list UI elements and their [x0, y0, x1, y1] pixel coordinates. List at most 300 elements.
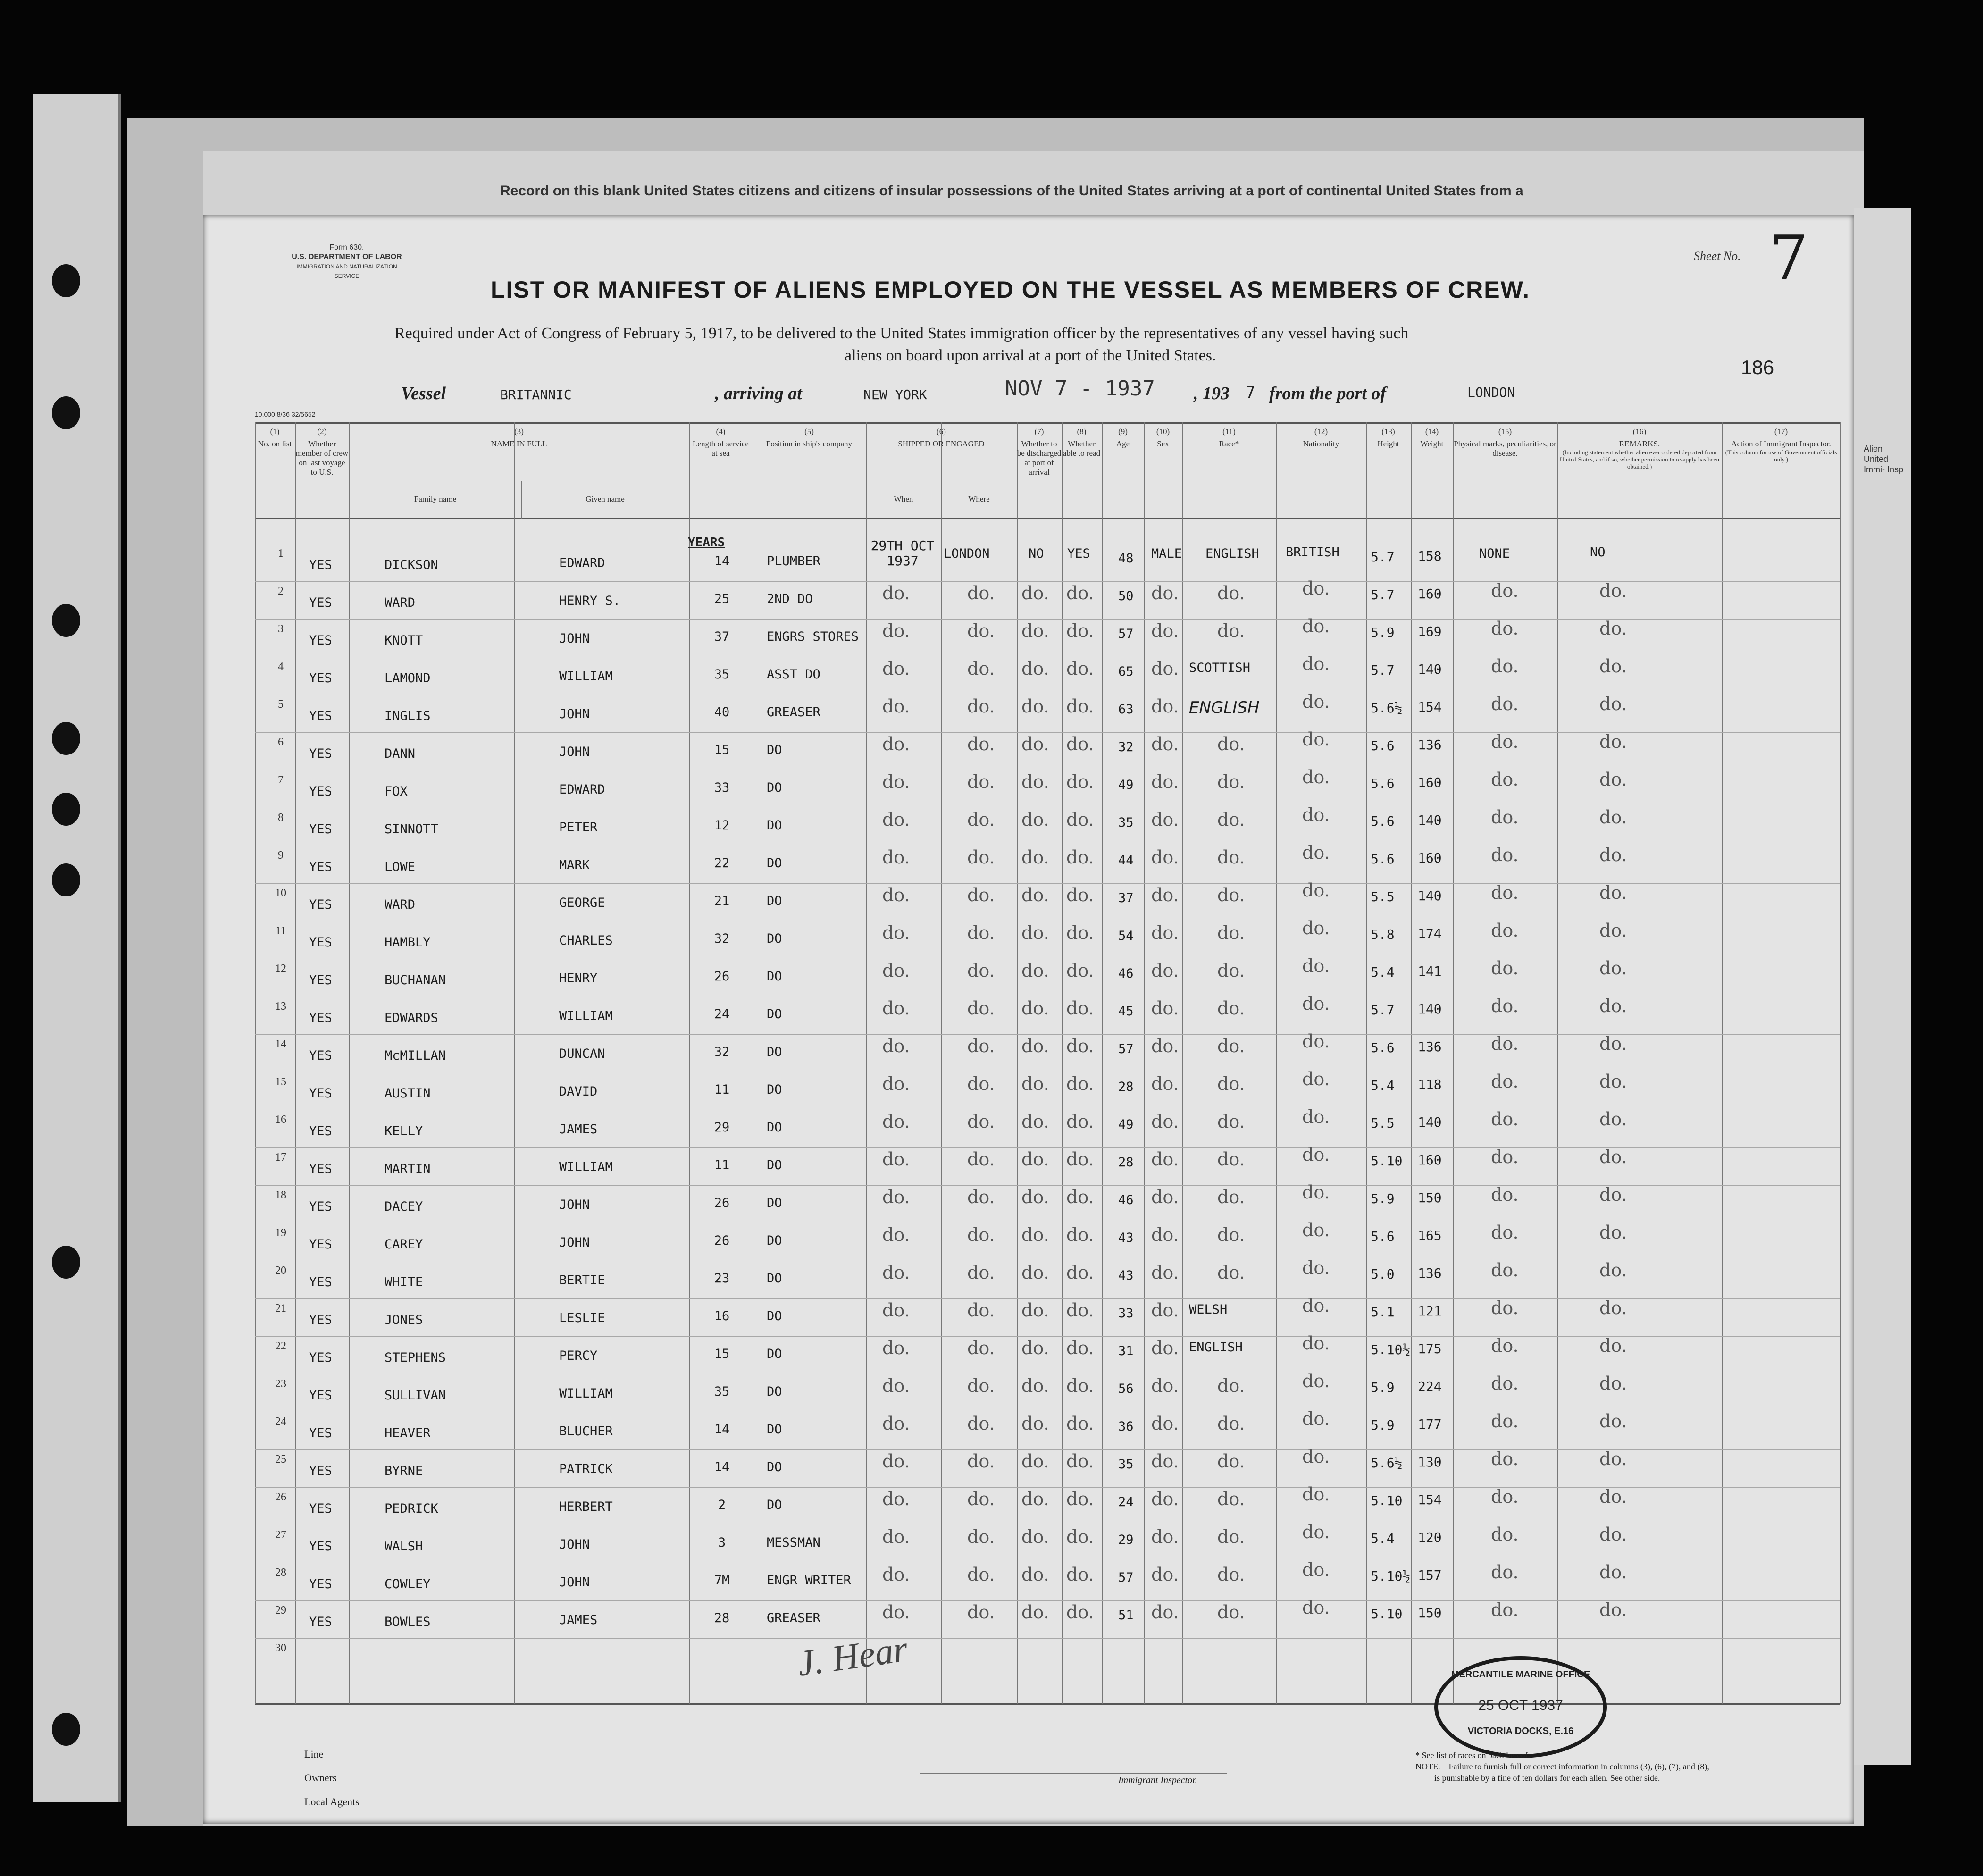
race-ditto: do. — [1217, 1073, 1245, 1094]
column-label: Height — [1377, 439, 1399, 448]
length-of-service: 3 — [718, 1535, 726, 1550]
sex-ditto: do. — [1151, 1451, 1179, 1472]
row-number: 19 — [275, 1227, 286, 1239]
age: 36 — [1118, 1419, 1134, 1434]
family-name: LOWE — [385, 860, 416, 874]
row-number: 25 — [275, 1453, 286, 1466]
nationality-ditto: do. — [1302, 653, 1330, 674]
weight: 121 — [1418, 1303, 1442, 1319]
column-header — [753, 427, 866, 449]
column-label: No. on list — [258, 439, 292, 448]
column-number: (9) — [1118, 427, 1128, 436]
crew-member-last-voyage: YES — [309, 860, 332, 874]
column-divider — [1366, 422, 1367, 1704]
row-number: 7 — [278, 774, 284, 786]
position: GREASER — [767, 1611, 820, 1625]
row-number: 8 — [278, 812, 284, 824]
column-divider — [255, 422, 256, 1704]
family-name: FOX — [385, 784, 408, 799]
page-number: 186 — [1741, 356, 1774, 378]
weight: 136 — [1418, 737, 1442, 753]
nationality-ditto: do. — [1302, 993, 1330, 1014]
year-label: , 193 — [1194, 384, 1230, 403]
column-header — [1182, 427, 1276, 449]
given-name: BLUCHER — [559, 1424, 613, 1439]
sex-ditto: do. — [1151, 960, 1179, 981]
top-record-line: Record on this blank United States citizens and citizens of insular possessions of the United States arriving at a port of continental United States from a — [500, 183, 1523, 199]
shipped-when-ditto: do. — [882, 1413, 910, 1434]
length-of-service: 25 — [714, 592, 730, 606]
shipped-where: LONDON — [944, 546, 990, 561]
marks-ditto: do. — [1491, 1411, 1519, 1432]
crew-member-last-voyage: YES — [309, 1539, 332, 1554]
race-ditto: do. — [1217, 960, 1245, 981]
age: 65 — [1118, 664, 1134, 679]
given-name: CHARLES — [559, 933, 613, 948]
family-name: JONES — [385, 1313, 423, 1327]
shipped-when-ditto: do. — [882, 1300, 910, 1321]
marks-ditto: do. — [1491, 656, 1519, 677]
marks-ditto: do. — [1491, 1600, 1519, 1620]
marks-ditto: do. — [1491, 845, 1519, 865]
given-name: JOHN — [559, 707, 590, 721]
crew-member-last-voyage: YES — [309, 1275, 332, 1290]
nationality-ditto: do. — [1302, 842, 1330, 863]
shipped-where-ditto: do. — [967, 1149, 995, 1170]
race-ditto: do. — [1217, 1036, 1245, 1056]
height: 5.9 — [1371, 625, 1395, 640]
sex-ditto: do. — [1151, 1526, 1179, 1547]
nationality-ditto: do. — [1302, 1257, 1330, 1278]
sex-ditto: do. — [1151, 734, 1179, 754]
family-name: LAMOND — [385, 671, 431, 686]
remarks-ditto: do. — [1599, 1562, 1627, 1583]
read-ditto: do. — [1066, 1073, 1094, 1094]
read-ditto: do. — [1066, 1338, 1094, 1358]
nationality-ditto: do. — [1302, 1106, 1330, 1127]
read-ditto: do. — [1066, 1111, 1094, 1132]
nationality-ditto: do. — [1302, 1446, 1330, 1467]
height: 5.10 — [1371, 1493, 1403, 1508]
column-label: Whether able to read — [1063, 439, 1101, 458]
length-of-service: 14 — [714, 554, 730, 569]
nationality-ditto: do. — [1302, 955, 1330, 976]
vessel-name: BRITANNIC — [500, 387, 572, 402]
stamp-date: 25 OCT 1937 — [1478, 1698, 1563, 1713]
length-of-service: 37 — [714, 629, 730, 644]
age: 28 — [1118, 1080, 1134, 1094]
read-ditto: do. — [1066, 1489, 1094, 1509]
vessel-label: Vessel — [401, 384, 446, 403]
discharged-ditto: do. — [1021, 771, 1049, 792]
family-name: HAMBLY — [385, 935, 431, 950]
age: 63 — [1118, 702, 1134, 717]
remarks-ditto: do. — [1599, 694, 1627, 714]
arriving-label: , arriving at — [715, 384, 802, 403]
nationality-ditto: do. — [1302, 1333, 1330, 1354]
row-number: 26 — [275, 1491, 286, 1503]
row-number: 10 — [275, 887, 286, 899]
punch-hole — [52, 722, 80, 755]
age: 46 — [1118, 1193, 1134, 1207]
read-ditto: do. — [1066, 1375, 1094, 1396]
race-ditto: do. — [1217, 809, 1245, 830]
given-name: EDWARD — [559, 782, 605, 797]
column-divider — [1557, 422, 1558, 1704]
given-name: HENRY — [559, 971, 598, 986]
shipped-where-ditto: do. — [967, 1224, 995, 1245]
row-number: 16 — [275, 1114, 286, 1126]
column-label: Nationality — [1303, 439, 1339, 448]
length-of-service: 11 — [714, 1082, 730, 1097]
age: 49 — [1118, 1117, 1134, 1132]
discharged-ditto: do. — [1021, 658, 1049, 679]
crew-member-last-voyage: YES — [309, 709, 332, 723]
sex-ditto: do. — [1151, 1111, 1179, 1132]
row-number: 14 — [275, 1038, 286, 1050]
column-number: (10) — [1156, 427, 1170, 436]
column-label: Position in ship's company — [766, 439, 853, 448]
discharged-ditto: do. — [1021, 1149, 1049, 1170]
column-note: (Including statement whether alien ever ordered deported from United States, and if so, whether permission to re-apply has been obtained.) — [1560, 449, 1719, 470]
read-ditto: do. — [1066, 1300, 1094, 1321]
sex-ditto: do. — [1151, 771, 1179, 792]
race-ditto: do. — [1217, 1489, 1245, 1509]
shipped-where-ditto: do. — [967, 696, 995, 717]
sheet-label: Sheet No. — [1694, 249, 1741, 263]
race: SCOTTISH — [1189, 661, 1251, 675]
position: PLUMBER — [767, 554, 820, 569]
length-of-service: 26 — [714, 1233, 730, 1248]
read-ditto: do. — [1066, 734, 1094, 754]
age: 56 — [1118, 1382, 1134, 1396]
age: 33 — [1118, 1306, 1134, 1321]
remarks: NO — [1590, 545, 1606, 560]
read-ditto: do. — [1066, 583, 1094, 603]
length-of-service: 16 — [714, 1309, 730, 1323]
weight: 160 — [1418, 586, 1442, 602]
given-name: JOHN — [559, 745, 590, 759]
marks-ditto: do. — [1491, 1071, 1519, 1092]
sex-ditto: do. — [1151, 583, 1179, 603]
discharged-ditto: do. — [1021, 1338, 1049, 1358]
crew-member-last-voyage: YES — [309, 1426, 332, 1440]
remarks-ditto: do. — [1599, 769, 1627, 790]
crew-member-last-voyage: YES — [309, 1237, 332, 1252]
height: 5.4 — [1371, 964, 1395, 980]
table-row — [255, 1638, 1840, 1639]
age: 49 — [1118, 778, 1134, 792]
remarks-ditto: do. — [1599, 580, 1627, 601]
shipped-when-ditto: do. — [882, 583, 910, 603]
remarks-ditto: do. — [1599, 656, 1627, 677]
sex-ditto: do. — [1151, 1187, 1179, 1207]
age: 35 — [1118, 1457, 1134, 1472]
length-of-service: 2 — [718, 1498, 726, 1512]
weight: 174 — [1418, 926, 1442, 941]
discharged-ditto: do. — [1021, 1489, 1049, 1509]
age: 46 — [1118, 966, 1134, 981]
sex-ditto: do. — [1151, 658, 1179, 679]
nationality-ditto: do. — [1302, 578, 1330, 599]
marks-ditto: do. — [1491, 1373, 1519, 1394]
nationality-ditto: do. — [1302, 729, 1330, 750]
sex-ditto: do. — [1151, 1489, 1179, 1509]
nationality-ditto: do. — [1302, 1484, 1330, 1505]
shipped-where-ditto: do. — [967, 809, 995, 830]
row-number: 11 — [275, 925, 286, 937]
height: 5.10 — [1371, 1606, 1403, 1622]
height: 5.6 — [1371, 738, 1395, 754]
given-name: JOHN — [559, 1198, 590, 1212]
crew-member-last-voyage: YES — [309, 1048, 332, 1063]
discharged-ditto: do. — [1021, 1262, 1049, 1283]
column-header — [1557, 427, 1722, 470]
discharged-ditto: do. — [1021, 1111, 1049, 1132]
remarks-ditto: do. — [1599, 1449, 1627, 1469]
footer-note-1: * See list of races on back hereof. — [1415, 1750, 1530, 1760]
read-ditto: do. — [1066, 922, 1094, 943]
shipped-where-ditto: do. — [967, 1262, 995, 1283]
sex-ditto: do. — [1151, 1413, 1179, 1434]
race-ditto: do. — [1217, 998, 1245, 1019]
race: ENGLISH — [1189, 698, 1260, 717]
position: DO — [767, 1309, 782, 1323]
read-ditto: do. — [1066, 1451, 1094, 1472]
column-divider — [689, 422, 690, 1704]
column-subheader: When — [894, 494, 913, 503]
shipped-where-ditto: do. — [967, 1338, 995, 1358]
length-of-service: 33 — [714, 780, 730, 795]
shipped-when-ditto: do. — [882, 1036, 910, 1056]
nationality-ditto: do. — [1302, 1408, 1330, 1429]
length-of-service: 35 — [714, 667, 730, 682]
shipped-when-ditto: do. — [882, 1224, 910, 1245]
family-name: INGLIS — [385, 709, 431, 723]
read-ditto: do. — [1066, 1526, 1094, 1547]
remarks-ditto: do. — [1599, 1033, 1627, 1054]
to-be-discharged: NO — [1029, 546, 1044, 561]
age: 28 — [1118, 1155, 1134, 1170]
page-title: LIST OR MANIFEST OF ALIENS EMPLOYED ON THE VESSEL AS MEMBERS OF CREW. — [491, 276, 1530, 303]
sex-ditto: do. — [1151, 1224, 1179, 1245]
height: 5.6 — [1371, 851, 1395, 867]
shipped-where-ditto: do. — [967, 922, 995, 943]
height: 5.7 — [1371, 587, 1395, 603]
column-header — [689, 427, 753, 458]
given-name: HERBERT — [559, 1499, 613, 1514]
row-number: 4 — [278, 661, 284, 673]
discharged-ditto: do. — [1021, 1187, 1049, 1207]
marks-ditto: do. — [1491, 920, 1519, 941]
column-divider — [1453, 422, 1454, 1704]
race-ditto: do. — [1217, 847, 1245, 868]
column-label: SHIPPED OR ENGAGED — [898, 439, 985, 448]
weight: 140 — [1418, 1001, 1442, 1017]
column-divider — [1276, 422, 1277, 1704]
column-divider — [1411, 422, 1412, 1704]
row-number: 2 — [278, 585, 284, 597]
side-column-fragment: Alien United Immi- Insp — [1864, 444, 1904, 474]
family-name: McMILLAN — [385, 1048, 446, 1063]
age: 24 — [1118, 1495, 1134, 1509]
row-number: 13 — [275, 1000, 286, 1013]
inspector-rule — [920, 1773, 1227, 1774]
given-name: EDWARD — [559, 556, 605, 570]
length-of-service: 40 — [714, 705, 730, 720]
shipped-when-ditto: do. — [882, 998, 910, 1019]
family-name: BOWLES — [385, 1615, 431, 1629]
race-ditto: do. — [1217, 1564, 1245, 1585]
height: 5.5 — [1371, 1115, 1395, 1131]
column-number: (16) — [1632, 427, 1647, 436]
remarks-ditto: do. — [1599, 1184, 1627, 1205]
sex-ditto: do. — [1151, 1375, 1179, 1396]
shipped-when-ditto: do. — [882, 1375, 910, 1396]
sex-ditto: do. — [1151, 620, 1179, 641]
age: 51 — [1118, 1608, 1134, 1623]
remarks-ditto: do. — [1599, 1600, 1627, 1620]
height: 5.9 — [1371, 1417, 1395, 1433]
column-subheader: Where — [968, 494, 990, 503]
footer-note-2: NOTE.—Failure to furnish full or correct information in columns (3), (6), (7), and (8), — [1415, 1762, 1709, 1771]
given-name: GEORGE — [559, 896, 605, 910]
weight: 140 — [1418, 662, 1442, 677]
given-name: PETER — [559, 820, 598, 835]
form-department: U.S. DEPARTMENT OF LABOR — [292, 253, 402, 261]
given-name: JOHN — [559, 1537, 590, 1552]
given-name: WILLIAM — [559, 1009, 613, 1023]
crew-member-last-voyage: YES — [309, 558, 332, 572]
shipped-where-ditto: do. — [967, 1564, 995, 1585]
family-name: WARD — [385, 897, 416, 912]
shipped-when-ditto: do. — [882, 960, 910, 981]
height: 5.10 — [1371, 1153, 1403, 1169]
row-number: 3 — [278, 623, 284, 635]
marks-ditto: do. — [1491, 769, 1519, 790]
sex-ditto: do. — [1151, 998, 1179, 1019]
height: 5.7 — [1371, 662, 1395, 678]
nationality-ditto: do. — [1302, 1371, 1330, 1391]
column-header — [1722, 427, 1840, 463]
printing-code: 10,000 8/36 32/5652 — [255, 410, 316, 418]
race: WELSH — [1189, 1302, 1228, 1317]
given-name: BERTIE — [559, 1273, 605, 1288]
age: 32 — [1118, 740, 1134, 754]
marks-ditto: do. — [1491, 1222, 1519, 1243]
race: ENGLISH — [1205, 546, 1259, 561]
column-label: Action of Immigrant Inspector. — [1731, 439, 1831, 448]
marks-ditto: do. — [1491, 1109, 1519, 1130]
shipped-where-ditto: do. — [967, 885, 995, 905]
length-of-service: 21 — [714, 894, 730, 908]
read-ditto: do. — [1066, 1224, 1094, 1245]
family-name: BYRNE — [385, 1464, 423, 1478]
length-of-service: 14 — [714, 1422, 730, 1437]
form-service: IMMIGRATION AND NATURALIZATION SERVICE — [296, 263, 397, 279]
shipped-when-ditto: do. — [882, 1073, 910, 1094]
crew-member-last-voyage: YES — [309, 1577, 332, 1591]
crew-member-last-voyage: YES — [309, 1615, 332, 1629]
weight: 154 — [1418, 699, 1442, 715]
column-divider — [1840, 422, 1841, 1704]
column-number: (11) — [1222, 427, 1236, 436]
column-label: Weight — [1420, 439, 1444, 448]
shipped-when-ditto: do. — [882, 1262, 910, 1283]
column-label: Length of service at sea — [693, 439, 749, 458]
punch-hole — [52, 264, 80, 297]
length-of-service: 23 — [714, 1271, 730, 1286]
column-number: (3) — [514, 427, 524, 436]
family-name: SINNOTT — [385, 822, 438, 837]
column-divider — [1102, 422, 1103, 1704]
shipped-where-ditto: do. — [967, 847, 995, 868]
height: 5.4 — [1371, 1078, 1395, 1093]
column-number: (7) — [1034, 427, 1044, 436]
column-header — [1411, 427, 1453, 449]
row-number: 18 — [275, 1189, 286, 1201]
shipped-where-ditto: do. — [967, 960, 995, 981]
discharged-ditto: do. — [1021, 620, 1049, 641]
discharged-ditto: do. — [1021, 998, 1049, 1019]
row-number: 24 — [275, 1415, 286, 1428]
shipped-where-ditto: do. — [967, 1073, 995, 1094]
race-ditto: do. — [1217, 885, 1245, 905]
discharged-ditto: do. — [1021, 1564, 1049, 1585]
given-name: WILLIAM — [559, 1386, 613, 1401]
shipped-where-ditto: do. — [967, 1187, 995, 1207]
length-of-service: 11 — [714, 1158, 730, 1172]
age: 44 — [1118, 853, 1134, 868]
read-ditto: do. — [1066, 847, 1094, 868]
column-label: Whether to be discharged at port of arrival — [1017, 439, 1062, 477]
read-ditto: do. — [1066, 1413, 1094, 1434]
column-header — [1062, 427, 1102, 458]
crew-member-last-voyage: YES — [309, 784, 332, 799]
family-name: WALSH — [385, 1539, 423, 1554]
weight: 175 — [1418, 1341, 1442, 1357]
marks-ditto: do. — [1491, 1260, 1519, 1281]
nationality-ditto: do. — [1302, 880, 1330, 901]
length-of-service: 32 — [714, 1045, 730, 1059]
given-name: WILLIAM — [559, 669, 613, 684]
subtitle-line-2: aliens on board upon arrival at a port of the United States. — [845, 347, 1216, 364]
shipped-where-ditto: do. — [967, 1036, 995, 1056]
position: DO — [767, 1120, 782, 1135]
family-name: COWLEY — [385, 1577, 431, 1591]
column-number: (1) — [270, 427, 280, 436]
table-top-border — [255, 422, 1840, 424]
year-digit: 7 — [1246, 383, 1255, 402]
age: 29 — [1118, 1533, 1134, 1547]
given-name: JAMES — [559, 1122, 598, 1137]
remarks-ditto: do. — [1599, 845, 1627, 865]
nationality-ditto: do. — [1302, 1144, 1330, 1165]
height: 5.6½ — [1371, 1455, 1403, 1471]
shipped-when-ditto: do. — [882, 922, 910, 943]
column-header — [866, 427, 1017, 449]
given-name: JOHN — [559, 631, 590, 646]
crew-member-last-voyage: YES — [309, 595, 332, 610]
sex-ditto: do. — [1151, 1338, 1179, 1358]
shipped-when-ditto: do. — [882, 1187, 910, 1207]
shipped-where-ditto: do. — [967, 1526, 995, 1547]
weight: 120 — [1418, 1530, 1442, 1545]
position: DO — [767, 1045, 782, 1059]
marks-ditto: do. — [1491, 1335, 1519, 1356]
family-name: KNOTT — [385, 633, 423, 648]
marks-ditto: do. — [1491, 1486, 1519, 1507]
